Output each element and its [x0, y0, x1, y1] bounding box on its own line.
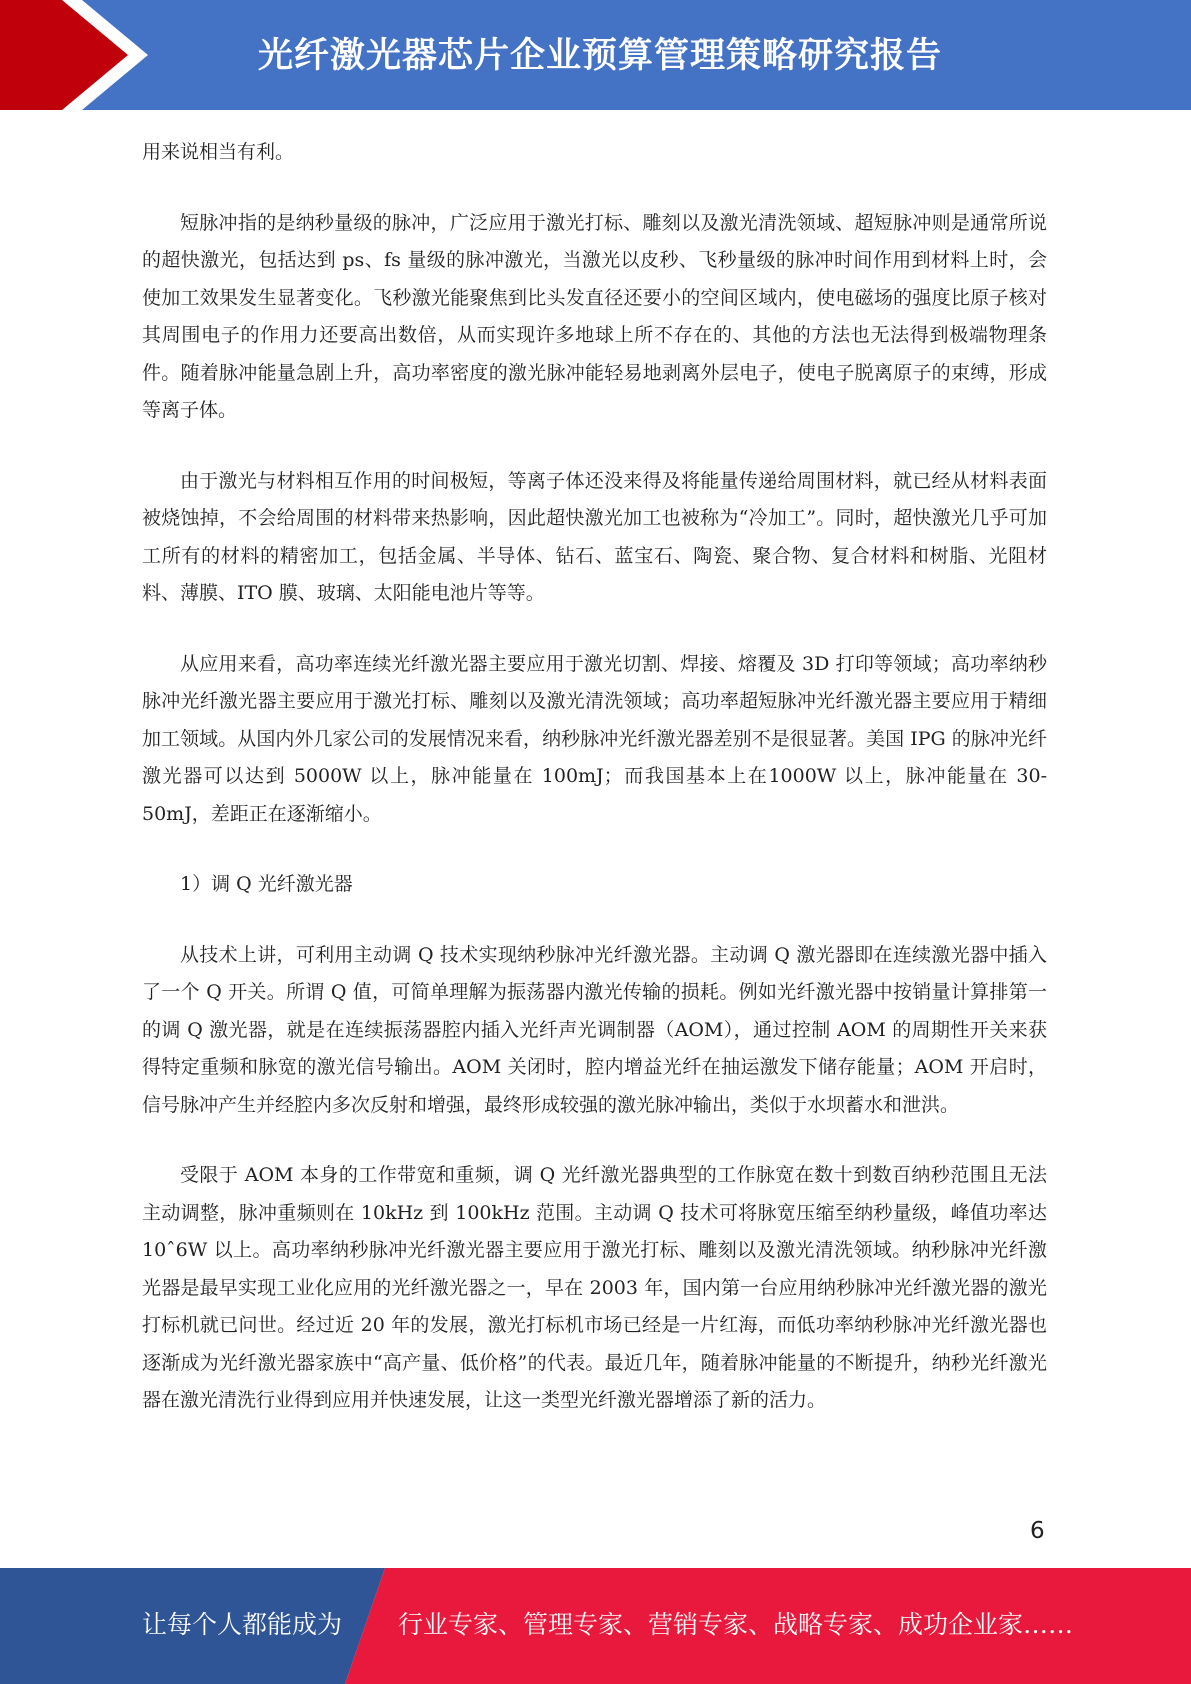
paragraph-short-pulse: 短脉冲指的是纳秒量级的脉冲，广泛应用于激光打标、雕刻以及激光清洗领域、超短脉冲则是通常所说的超快激光，包括达到 ps、fs 量级的脉冲激光，当激光以皮秒、飞秒量级的脉冲时间作用到材料上时，会使加工效果发生显著变化。飞秒激光能聚焦到比头发直径还要小的空间区域内，使电磁场的强度比原子核对其周围电子的作用力还要高出数倍，从而实现许多地球上所不存在的、其他的方法也无法得到极端物理条件。随着脉冲能量急剧上升，高功率密度的激光脉冲能轻易地剥离外层电子，使电子脱离原子的束缚，形成等离子体。: [142, 211, 1047, 421]
paragraph-applications: 从应用来看，高功率连续光纤激光器主要应用于激光切割、焊接、熔覆及 3D 打印等领域；高功率纳秒脉冲光纤激光器主要应用于激光打标、雕刻以及激光清洗领域；高功率超短脉冲光纤激光器主要应用于精细加工领域。从国内外几家公司的发展情况来看，纳秒脉冲光纤激光器差别不是很显著。美国 IPG 的脉冲光纤激光器可以达到 5000W 以上，脉冲能量在 100mJ；而我国基本上在1000W 以上，脉冲能量在 30-50mJ，差距正在逐渐缩小。: [142, 652, 1047, 825]
section-heading-q-switched: 1）调 Q 光纤激光器: [180, 873, 353, 895]
document-title: 光纤激光器芯片企业预算管理策略研究报告: [258, 36, 943, 76]
footer-slogan-left: 让每个人都能成为: [142, 1610, 343, 1639]
paragraph-cold-processing: 由于激光与材料相互作用的时间极短，等离子体还没来得及将能量传递给周围材料，就已经从材料表面被烧蚀掉，不会给周围的材料带来热影响，因此超快激光加工也被称为“冷加工”。同时，超快激光几乎可加工所有的材料的精密加工，包括金属、半导体、钻石、蓝宝石、陶瓷、聚合物、复合材料和树脂、光阻材料、薄膜、ITO 膜、玻璃、太阳能电池片等等。: [142, 469, 1047, 604]
paragraph-q-switch-technology: 从技术上讲，可利用主动调 Q 技术实现纳秒脉冲光纤激光器。主动调 Q 激光器即在连续激光器中插入了一个 Q 开关。所谓 Q 值，可简单理解为振荡器内激光传输的损耗。例如光纤激光器中按销量计算排第一的调 Q 激光器，就是在连续振荡器腔内插入光纤声光调制器（AOM），通过控制 AOM 的周期性开关来获得特定重频和脉宽的激光信号输出。AOM 关闭时，腔内增益光纤在抽运激发下储存能量；AOM 开启时，信号脉冲产生并经腔内多次反射和增强，最终形成较强的激光脉冲输出，类似于水坝蓄水和泄洪。: [142, 943, 1047, 1116]
paragraph-continuation: 用来说相当有利。: [142, 141, 295, 163]
page-header: [0, 0, 1191, 110]
page-footer: [0, 1568, 1191, 1684]
paragraph-aom-limits: 受限于 AOM 本身的工作带宽和重频，调 Q 光纤激光器典型的工作脉宽在数十到数百纳秒范围且无法主动调整，脉冲重频则在 10kHz 到 100kHz 范围。主动调 Q 技术可将脉宽压缩至纳秒量级，峰值功率达 10ˆ6W 以上。高功率纳秒脉冲光纤激光器主要应用于激光打标、雕刻以及激光清洗领域。纳秒脉冲光纤激光器是最早实现工业化应用的光纤激光器之一，早在 2003 年，国内第一台应用纳秒脉冲光纤激光器的激光打标机就已问世。经过近 20 年的发展，激光打标机市场已经是一片红海，而低功率纳秒脉冲光纤激光器也逐渐成为光纤激光器家族中“高产量、低价格”的代表。最近几年，随着脉冲能量的不断提升，纳秒光纤激光器在激光清洗行业得到应用并快速发展，让这一类型光纤激光器增添了新的活力。: [142, 1164, 1047, 1411]
page-number: 6: [1030, 1518, 1045, 1544]
footer-slogan-right: 行业专家、管理专家、营销专家、战略专家、成功企业家……: [398, 1610, 1074, 1639]
header-arrow-icon: [0, 0, 200, 110]
body-content: [142, 134, 1047, 1453]
